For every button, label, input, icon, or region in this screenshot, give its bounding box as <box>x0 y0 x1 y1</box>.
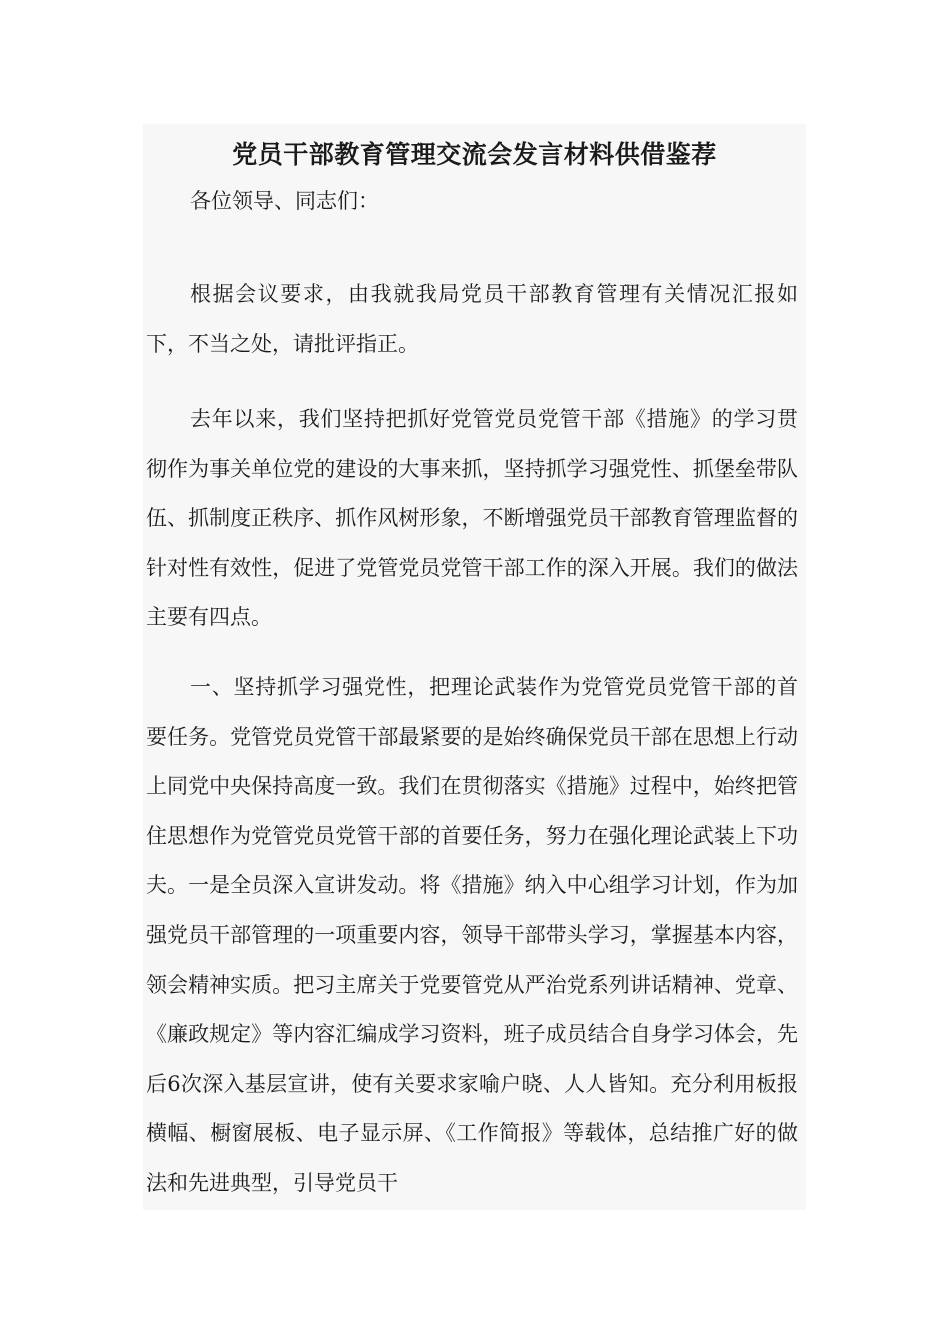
document-page <box>143 124 806 1210</box>
greeting-paragraph: 各位领导、同志们： <box>190 189 379 213</box>
intro-paragraph: 根据会议要求，由我就我局党员干部教育管理有关情况汇报如下，不当之处，请批评指正。 <box>146 282 798 356</box>
document-title: 党员干部教育管理交流会发言材料供借鉴荐 <box>232 140 717 169</box>
point-one-paragraph: 一、坚持抓学习强党性，把理论武装作为党管党员党管干部的首要任务。党管党员党管干部最紧要的是始终确保党员干部在思想上行动上同党中央保持高度一致。我们在贯彻落实《措施》过程中，始终把管住思想作为党管党员党管干部的首要任务，努力在强化理论武装上下功夫。一是全员深入宣讲发动。将《措施》纳入中心组学习计划，作为加强党员干部管理的一项重要内容，领导干部带头学习，掌握基本内容，领会精神实质。把习主席关于党要管党从严治党系列讲话精神、党章、《廉政规定》等内容汇编成学习资料，班子成员结合自身学习体会，先后6次深入基层宣讲，使有关要求家喻户晓、人人皆知。充分利用板报横幅、橱窗展板、电子显示屏、《工作简报》等载体，总结推广好的做法和先进典型，引导党员干 <box>146 675 798 1195</box>
summary-paragraph: 去年以来，我们坚持把抓好党管党员党管干部《措施》的学习贯彻作为事关单位党的建设的大事来抓，坚持抓学习强党性、抓堡垒带队伍、抓制度正秩序、抓作风树形象，不断增强党员干部教育管理监督的针对性有效性，促进了党管党员党管干部工作的深入开展。我们的做法主要有四点。 <box>146 407 798 630</box>
